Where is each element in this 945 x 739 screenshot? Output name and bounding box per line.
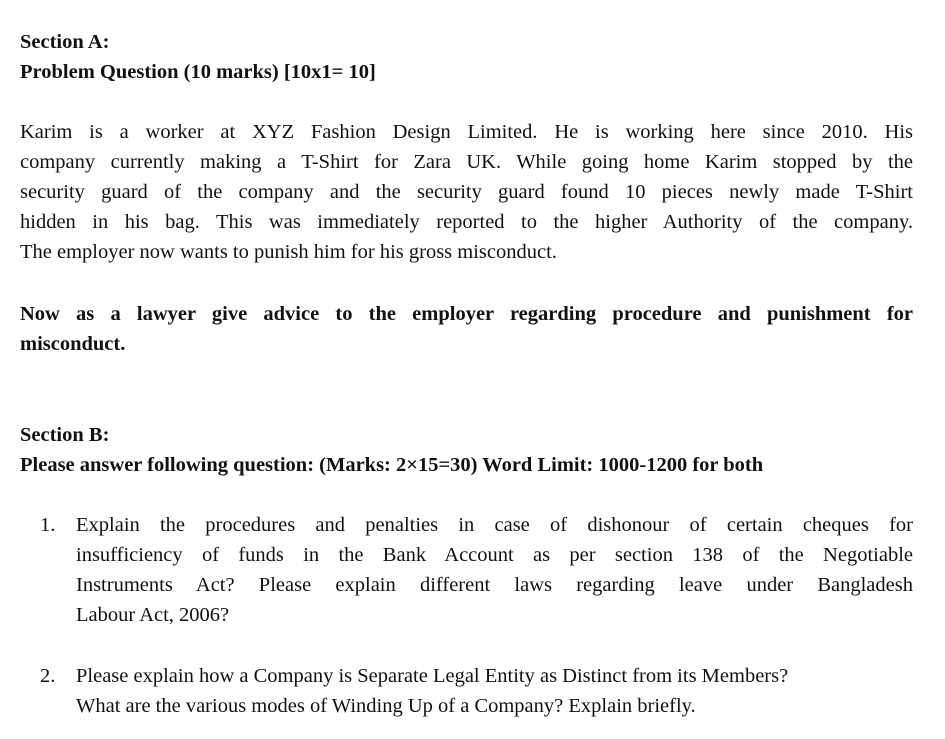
instruction-line: misconduct. [20,333,126,355]
section-b-subheading: Please answer following question: (Marks: 2×15=30) Word Limit: 1000-1200 for both [20,454,764,476]
question-line: insufficiency of funds in the Bank Account as per section 138 of the Negotiable [76,544,913,566]
question-line: What are the various modes of Winding Up of a Company? Explain briefly. [76,695,696,717]
scenario-line: company currently making a T-Shirt for Zara UK. While going home Karim stopped by the [20,151,913,173]
question-text [76,510,913,630]
question-line: Explain the procedures and penalties in case of dishonour of certain cheques for [76,514,913,536]
scenario-line: security guard of the company and the security guard found 10 pieces newly made T-Shirt [20,181,913,203]
scenario-line: hidden in his bag. This was immediately reported to the higher Authority of the company. [20,211,913,233]
scenario-line: Karim is a worker at XYZ Fashion Design Limited. He is working here since 2010. His [20,121,913,143]
instruction-paragraph [20,299,913,359]
section-a-subheading: Problem Question (10 marks) [10x1= 10] [20,61,376,83]
section-b-heading: Section B: [20,424,110,446]
scenario-line: The employer now wants to punish him for his gross misconduct. [20,241,557,263]
question-number: 2. [40,665,56,687]
question-line: Please explain how a Company is Separate Legal Entity as Distinct from its Members? [76,665,789,687]
instruction-line: Now as a lawyer give advice to the employer regarding procedure and punishment for [20,303,913,325]
question-line: Instruments Act? Please explain different laws regarding leave under Bangladesh [76,574,913,596]
section-a-heading: Section A: [20,31,110,53]
question-text [76,661,913,721]
question-line: Labour Act, 2006? [76,604,230,626]
question-number: 1. [40,514,56,536]
scenario-paragraph [20,117,913,267]
